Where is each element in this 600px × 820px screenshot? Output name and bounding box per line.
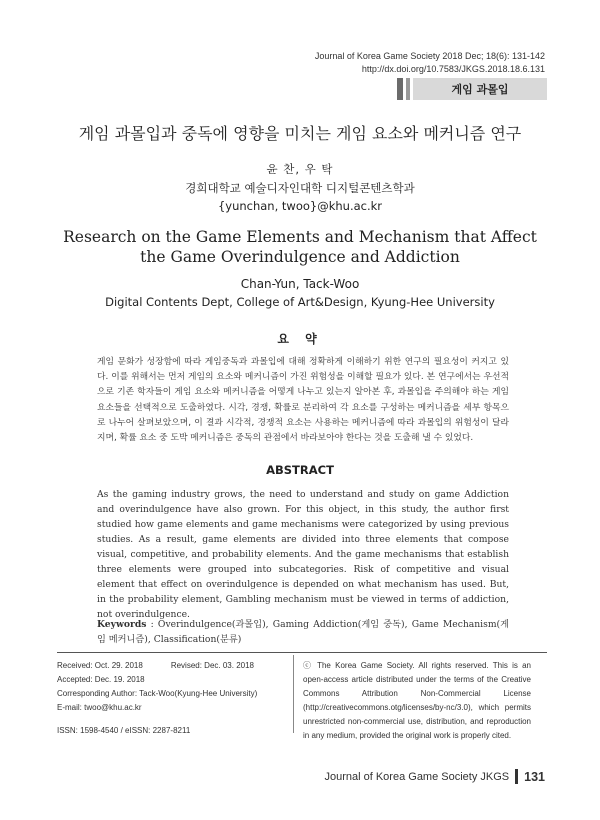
column-divider	[293, 655, 294, 733]
category-label: 게임 과몰입	[413, 78, 547, 100]
license-notice: ⓒ The Korea Game Society. All rights reserved. This is an open-access article distributed under the terms of the Creative Commons Attribution Non-Commercial License (http://creativecommons.otg/licenses/by-nc/3.0), which permits unrestricted non-commercial use, distribution, and reproduction in any medium, provided the original work is properly cited.	[303, 661, 531, 740]
abstract-english-heading: ABSTRACT	[266, 463, 334, 477]
accepted-date: Accepted: Dec. 19. 2018	[57, 675, 145, 684]
abstract-korean-heading: 요 약	[277, 332, 323, 346]
keywords-label: Keywords	[97, 619, 147, 630]
footer-separator	[515, 769, 518, 784]
received-date: Received: Oct. 29. 2018	[57, 661, 143, 670]
affiliation-korean: 경희대학교 예술디자인대학 디지털콘텐츠학과	[185, 181, 415, 195]
title-korean: 게임 과몰입과 중독에 영향을 미치는 게임 요소와 메커니즘 연구	[78, 124, 522, 143]
authors-english: Chan-Yun, Tack-Woo	[240, 277, 360, 291]
issn: ISSN: 1598-4540 / eISSN: 2287-8211	[57, 726, 191, 735]
authors-korean: 윤 찬, 우 탁	[266, 162, 334, 176]
corresponding-email: E-mail: twoo@khu.ac.kr	[57, 703, 142, 712]
abstract-korean: 게임 문화가 성장함에 따라 게임중독과 과몰입에 대해 정확하게 이해하기 위한 연구의 필요성이 커지고 있다. 이를 위해서는 먼저 게임의 요소와 메커니즘이 가진 위험성을 이해할 필요가 있다. 본 연구에서는 우선적으로 기존 학자들이 게임 요소와 메커니즘을 어떻게 나누고 있는지 알아본 후, 과몰입을 주의해야 하는 게임 요소들을 선택적으로 도출하였다. 시각, 경쟁, 확률로 분리하여 각 요소를 구성하는 메커니즘을 세부 항목으로 나누어 살펴보았으며, 이 결과 시각적, 경쟁적 요소는 사용하는 메커니즘에 따라 과몰입의 위험성이 달라지며, 확률 요소 중 도박 메커니즘은 중독의 관점에서 바라보아야 한다는 것을 도출해 낼 수 있었다.	[97, 357, 509, 444]
journal-line: Journal of Korea Game Society 2018 Dec; 18(6): 131-142	[314, 51, 545, 61]
category-stripe	[397, 78, 403, 100]
keywords	[97, 617, 509, 647]
category-stripe	[406, 78, 410, 100]
page-number: 131	[524, 769, 545, 784]
author-emails: {yunchan, twoo}@khu.ac.kr	[217, 199, 383, 213]
dates-row	[57, 659, 287, 673]
page-footer	[324, 769, 545, 784]
spacer	[57, 715, 287, 724]
keywords-text: : Overindulgence(과몰입), Gaming Addiction(게임 중독), Game Mechanism(게임 메커니즘), Classification(분류)	[97, 619, 509, 645]
affiliation-english: Digital Contents Dept, College of Art&Design, Kyung-Hee University	[105, 295, 495, 309]
section-divider	[57, 652, 547, 653]
article-history	[57, 659, 287, 738]
revised-date: Revised: Dec. 03. 2018	[170, 661, 254, 670]
journal-citation	[315, 50, 545, 76]
category-banner	[397, 78, 547, 100]
abstract-english: As the gaming industry grows, the need to understand and study on game Addiction and overindulgence have also grown. For this object, in this study, the author first studied how game elements and game mechanisms were categorized by using previous studies. As a result, game elements are divided into three elements that compose visual, competitive, and probability elements. And the game mechanisms that establish three elements were grouped into subcategories. Risk of competitive and visual element that effect on overindulgence is depended on what mechanism has used. But, in the probability element, Gambling mechanism must be viewed in terms of addiction, not overindulgence.	[97, 489, 509, 620]
title-english: Research on the Game Elements and Mechanism that Affect the Game Overindulgence and Addiction	[63, 228, 537, 266]
doi-line: http://dx.doi.org/10.7583/JKGS.2018.18.6.131	[361, 64, 545, 74]
footer-journal: Journal of Korea Game Society JKGS	[324, 770, 510, 783]
corresponding-author: Corresponding Author: Tack-Woo(Kyung-Hee University)	[57, 689, 258, 698]
